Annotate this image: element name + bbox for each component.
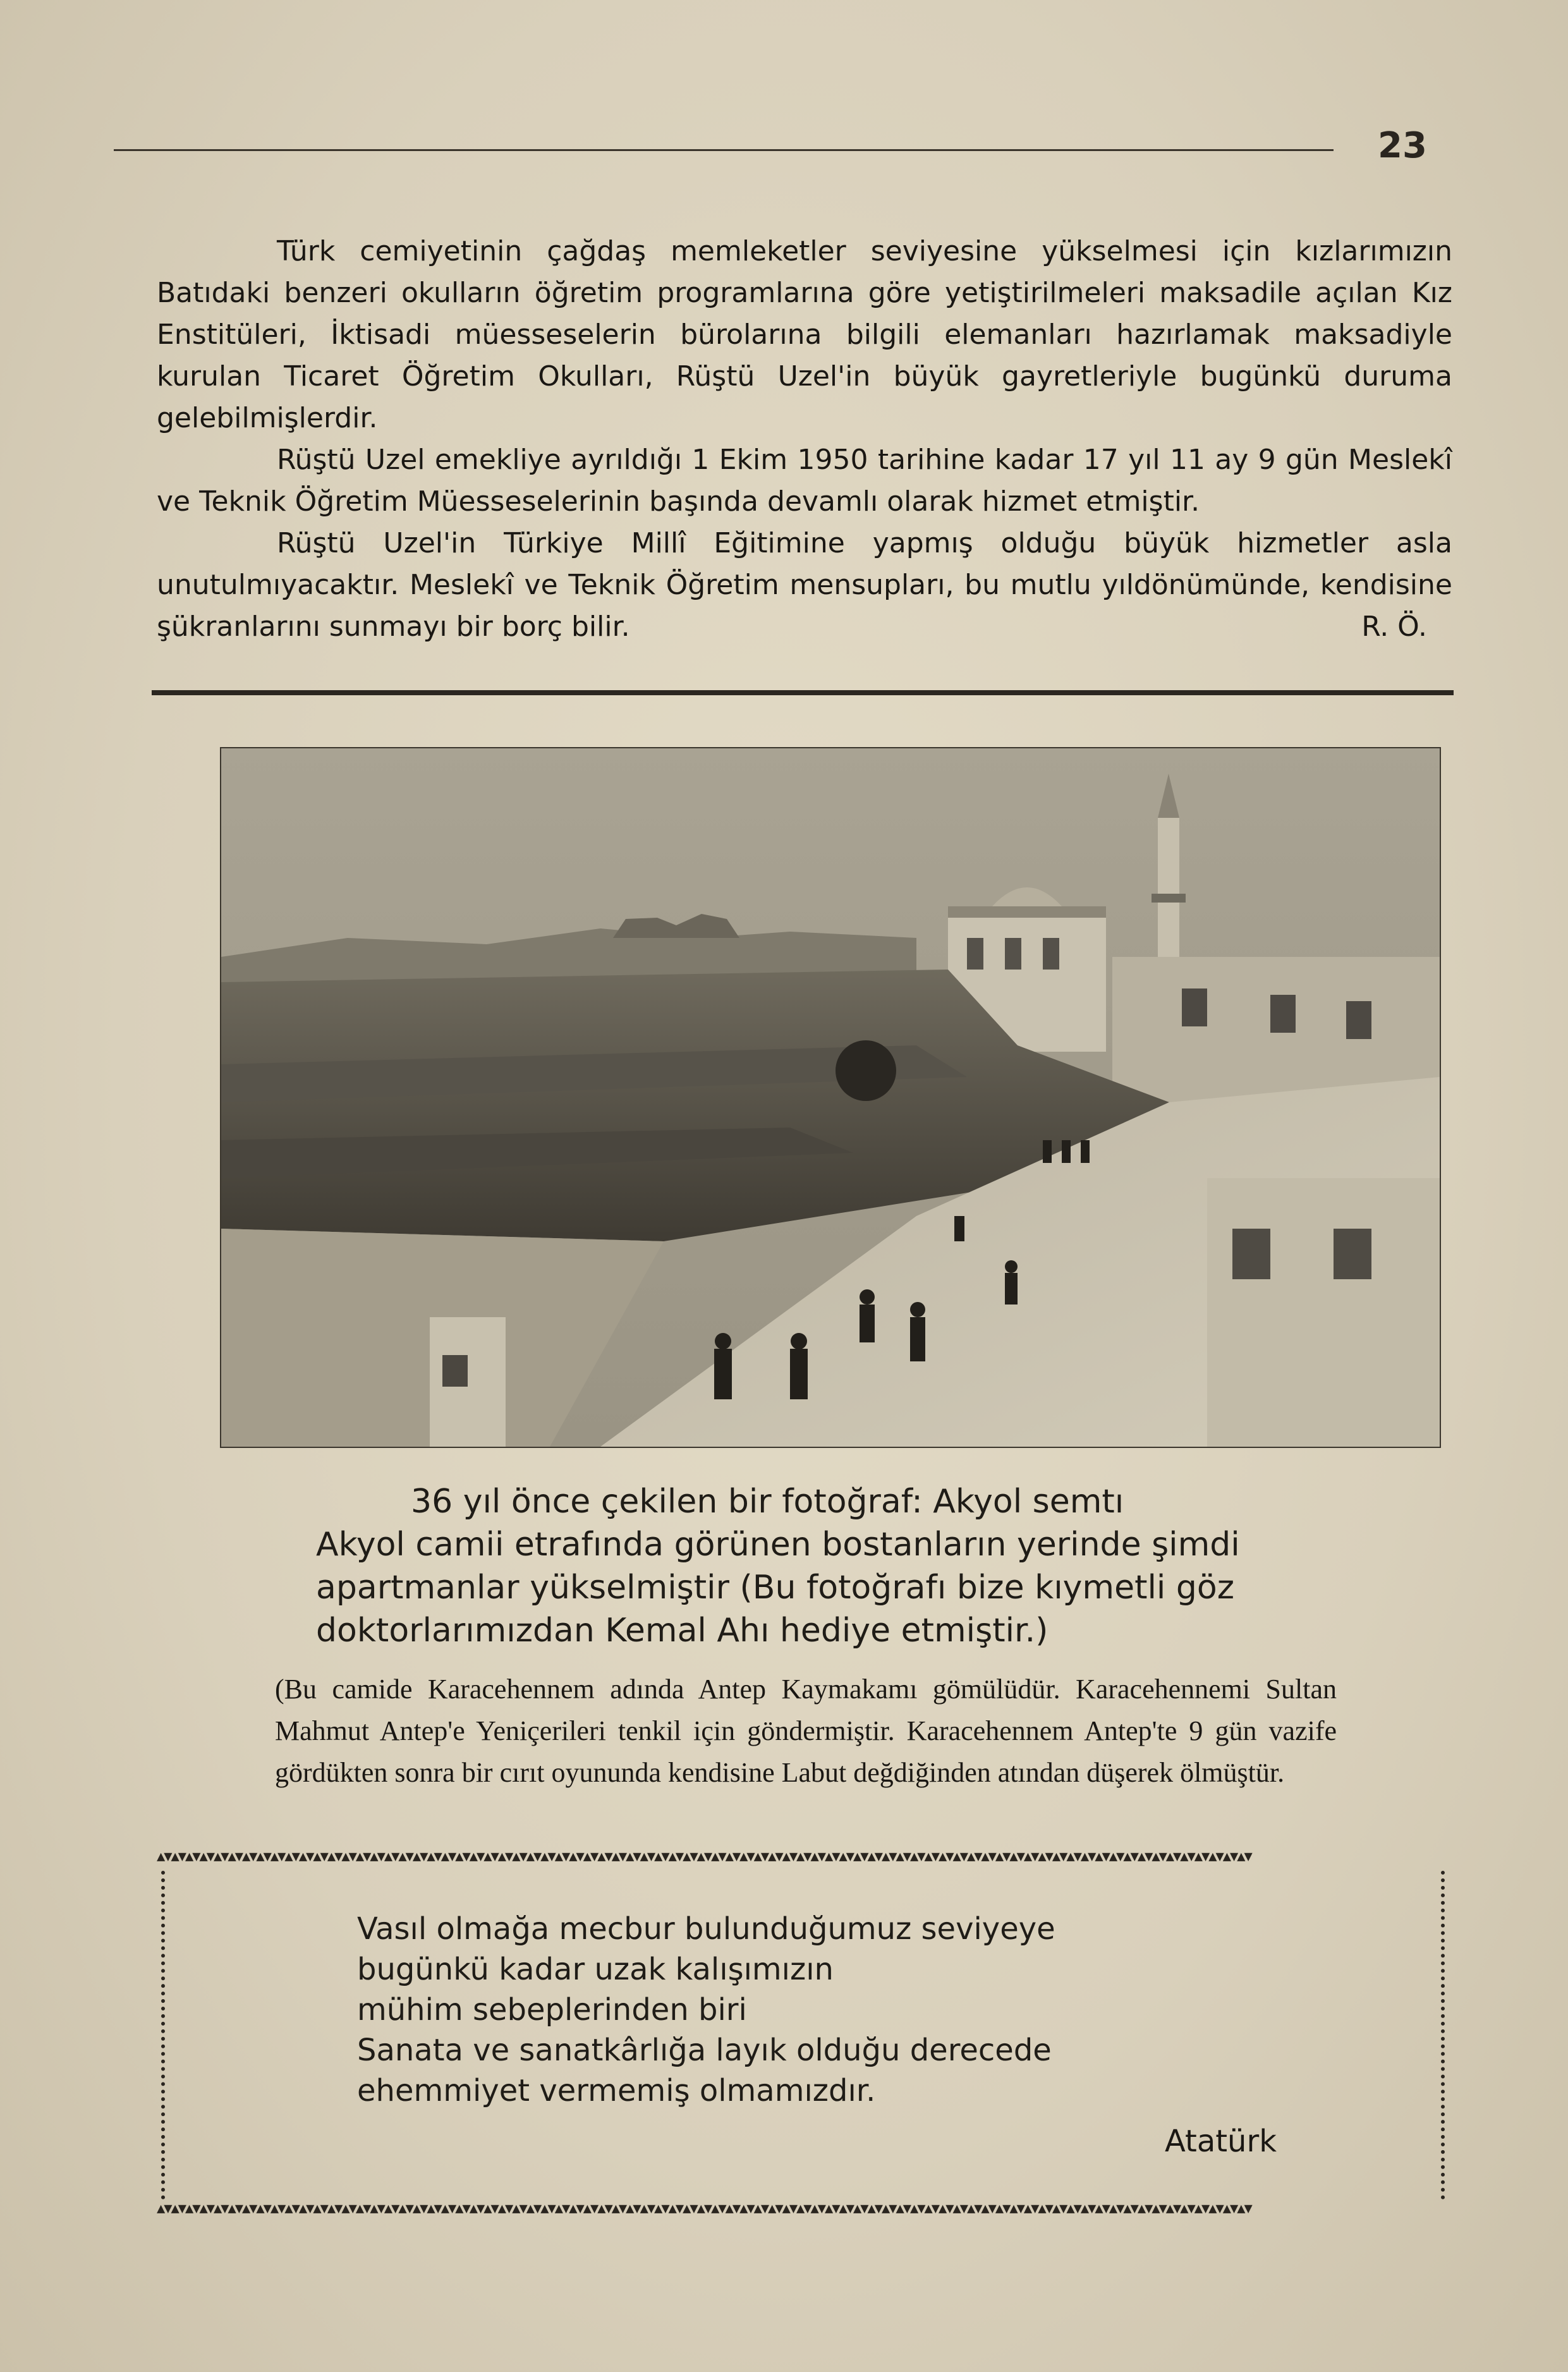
- ornamental-border-right: [1441, 1871, 1454, 2199]
- photo-caption-line-4: doktorlarımızdan Kemal Ahı hediye etmiştir.): [316, 1612, 1048, 1650]
- historical-note: (Bu camide Karacehennem adında Antep Kaymakamı gömülüdür. Karacehennemi Sultan Mahmut Antep'e Yeniçerileri tenkil için göndermiştir. Karacehennem Antep'te 9 gün vazife gördükten sonra bir cırıt oyununda kendisine Labut değdiğinden atından düşerek ölmüştür.: [275, 1674, 1337, 1788]
- quote-author: Atatürk: [1165, 2124, 1277, 2159]
- quote-line-3: mühim sebeplerinden biri: [357, 1992, 747, 2028]
- photo-caption-line-1: 36 yıl önce çekilen bir fotoğraf: Akyol semtı: [411, 1483, 1124, 1521]
- article-paragraph-3-wrap: [157, 523, 1452, 648]
- article-signature: R. Ö.: [1361, 611, 1427, 643]
- quote-line-5: ehemmiyet vermemiş olmamızdır.: [357, 2073, 876, 2108]
- photo-caption: [316, 1480, 1352, 1652]
- quote-line-4: Sanata ve sanatkârlığa layık olduğu derecede: [357, 2033, 1052, 2068]
- ataturk-quote: [357, 1909, 1305, 2111]
- article-paragraph-2: Rüştü Uzel emekliye ayrıldığı 1 Ekim 1950 tarihine kadar 17 yıl 11 ay 9 gün Meslekî ve Teknik Öğretim Müesseselerinin başında devamlı olarak hizmet etmiştir.: [157, 444, 1452, 518]
- article-paragraph-3: Rüştü Uzel'in Türkiye Millî Eğitimine yapmış olduğu büyük hizmetler asla unutulmıyacaktır. Meslekî ve Teknik Öğretim mensupları, bu mutlu yıldönümünde, kendisine şükranlarını sunmayı bir borç bilir.: [157, 527, 1452, 643]
- historic-photo-illustration: [221, 748, 1440, 1447]
- quote-line-1: Vasıl olmağa mecbur bulunduğumuz seviyeye: [357, 1911, 1055, 1947]
- page-number: 23: [1378, 125, 1427, 166]
- ornamental-border-top: ▲▼▲▼▲▼▲▼▲▼▲▼▲▼▲▼▲▼▲▼▲▼▲▼▲▼▲▼▲▼▲▼▲▼▲▼▲▼▲▼▲▼▲▼▲▼▲▼▲▼▲▼▲▼▲▼▲▼▲▼▲▼▲▼▲▼▲▼▲▼▲▼▲▼▲▼▲▼▲▼▲▼▲▼▲▼▲▼▲▼▲▼▲▼▲▼▲▼▲▼▲▼▲▼▲▼▲▼▲▼▲▼▲▼▲▼▲▼▲▼▲▼▲▼▲▼▲▼▲▼▲▼▲▼▲▼▲▼▲▼▲▼▲▼▲▼▲▼▲▼▲▼▲▼: [157, 1849, 1251, 1864]
- ornamental-border-left: [161, 1871, 174, 2199]
- header-rule: [114, 149, 1334, 151]
- photo-caption-line-2: Akyol camii etrafında görünen bostanların yerinde şimdi: [316, 1526, 1240, 1564]
- article-body: [157, 231, 1452, 648]
- ornamental-border-bottom: ▲▼▲▼▲▼▲▼▲▼▲▼▲▼▲▼▲▼▲▼▲▼▲▼▲▼▲▼▲▼▲▼▲▼▲▼▲▼▲▼▲▼▲▼▲▼▲▼▲▼▲▼▲▼▲▼▲▼▲▼▲▼▲▼▲▼▲▼▲▼▲▼▲▼▲▼▲▼▲▼▲▼▲▼▲▼▲▼▲▼▲▼▲▼▲▼▲▼▲▼▲▼▲▼▲▼▲▼▲▼▲▼▲▼▲▼▲▼▲▼▲▼▲▼▲▼▲▼▲▼▲▼▲▼▲▼▲▼▲▼▲▼▲▼▲▼▲▼▲▼▲▼▲▼: [157, 2201, 1251, 2217]
- article-paragraph-1: Türk cemiyetinin çağdaş memleketler seviyesine yükselmesi için kızlarımızın Batıdaki benzeri okulların öğretim programlarına göre yetiştirilmeleri maksadile açılan Kız Enstitüleri, İktisadi müesseselerin bürolarına bilgili elemanları hazırlamak maksadiyle kurulan Ticaret Öğretim Okulları, Rüştü Uzel'in büyük gayretleriyle bugünkü duruma gelebilmişlerdir.: [157, 235, 1452, 434]
- section-divider: [152, 690, 1454, 695]
- photo-caption-line-3: apartmanlar yükselmiştir (Bu fotoğrafı bize kıymetli göz: [316, 1569, 1235, 1607]
- quote-line-2: bugünkü kadar uzak kalışımızın: [357, 1952, 834, 1987]
- historic-photo: [220, 747, 1441, 1448]
